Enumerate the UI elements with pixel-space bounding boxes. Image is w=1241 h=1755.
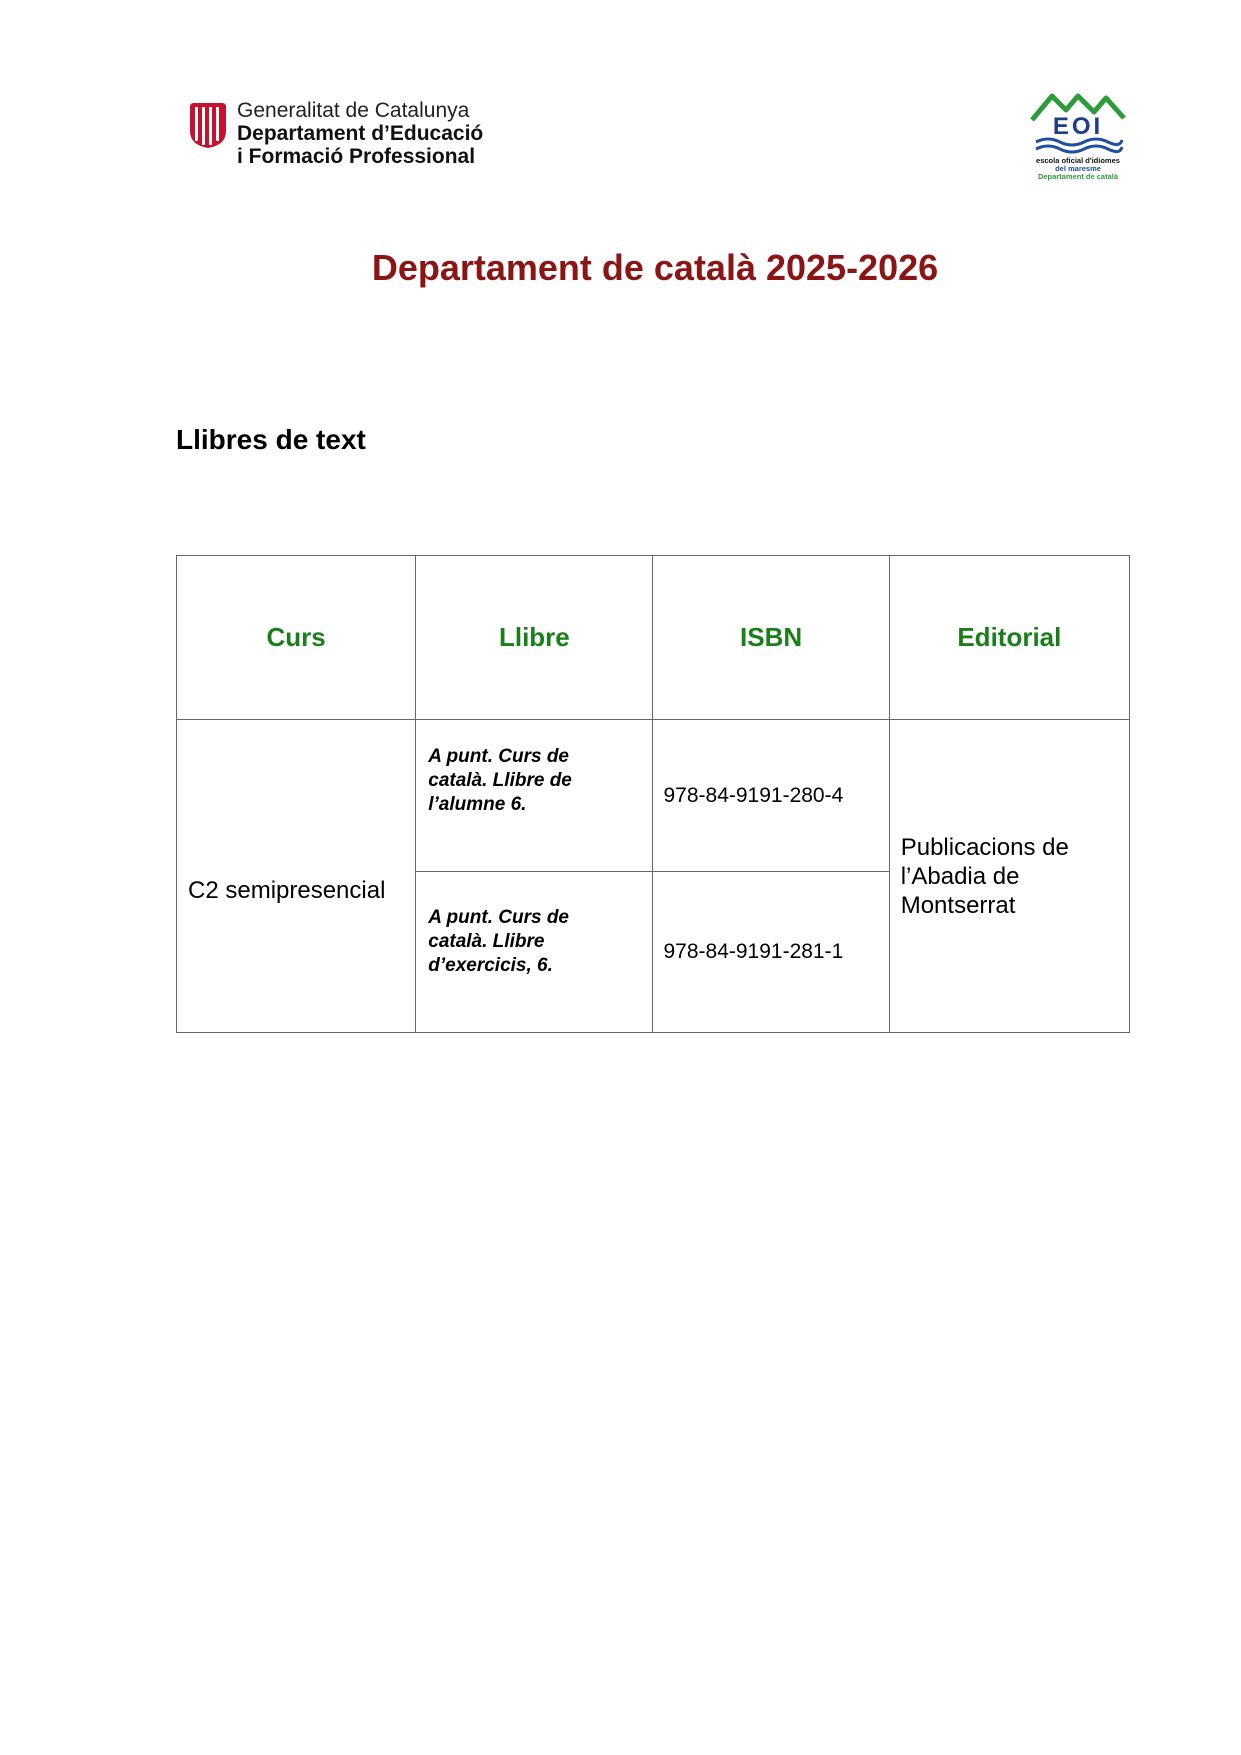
eoi-acronym: EOI (1052, 113, 1104, 140)
header-isbn: ISBN (653, 556, 889, 720)
header-editorial: Editorial (889, 556, 1129, 720)
publisher-line: Publicacions de (900, 833, 1069, 861)
eoi-line-1: escola oficial d'idiomes (1036, 156, 1120, 165)
table-row (177, 720, 1130, 872)
textbooks-table (176, 555, 1130, 1033)
isbn-cell: 978-84-9191-281-1 (653, 872, 889, 1033)
book-title-line: català. Llibre de (428, 770, 572, 791)
section-heading: Llibres de text (176, 424, 366, 455)
eoi-line-3: Departament de català (1037, 172, 1119, 181)
book-title-line: d’exercicis, 6. (428, 955, 553, 976)
book-title-line: català. Llibre (428, 931, 545, 952)
book-title-cell (416, 872, 653, 1033)
course-cell: C2 semipresencial (177, 720, 416, 1033)
eoi-logo (1028, 88, 1128, 188)
gencat-logo (187, 99, 483, 168)
gencat-line-2: Departament d’Educació (237, 122, 484, 145)
eoi-line-2: del maresme (1055, 164, 1101, 173)
gencat-line-3: i Formació Professional (237, 145, 476, 168)
publisher-line: Montserrat (900, 891, 1016, 919)
publisher-line: l’Abadia de (900, 862, 1020, 890)
gencat-emblem-icon (187, 101, 229, 149)
table-header-row (177, 556, 1130, 720)
publisher-cell (889, 720, 1129, 1033)
gencat-line-1: Generalitat de Catalunya (237, 99, 470, 122)
page-title: Departament de català 2025-2026 (371, 247, 939, 288)
book-title-line: A punt. Curs de (428, 746, 569, 767)
book-title-line: A punt. Curs de (428, 907, 569, 928)
header-llibre: Llibre (416, 556, 653, 720)
book-title-cell (416, 720, 653, 872)
book-title-line: l’alumne 6. (428, 794, 527, 815)
header-curs: Curs (177, 556, 416, 720)
isbn-cell: 978-84-9191-280-4 (653, 720, 889, 872)
